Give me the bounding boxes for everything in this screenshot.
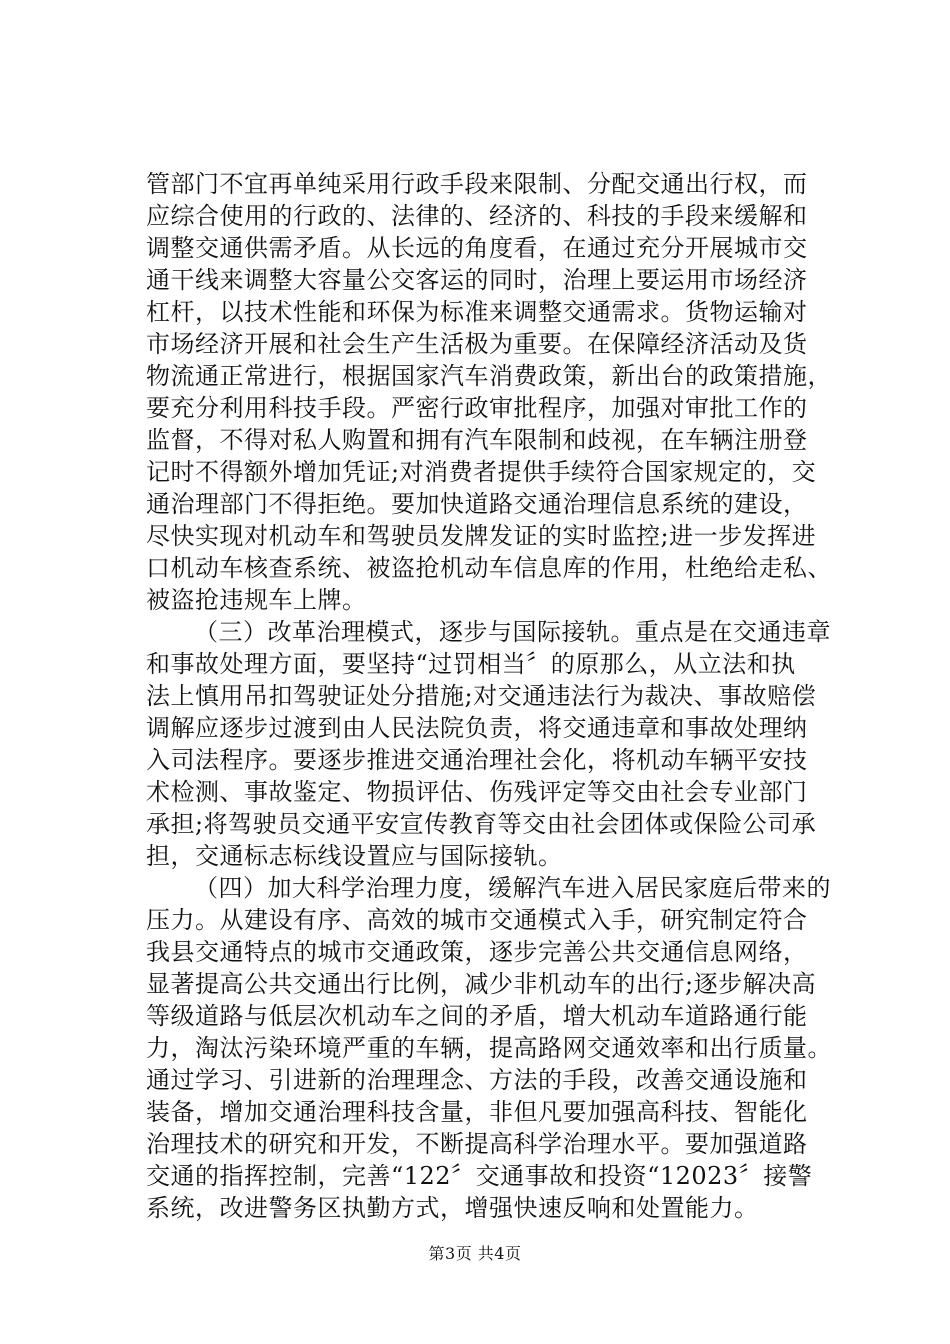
text-line: 监督，不得对私人购置和拥有汽车限制和歧视，在车辆注册登 xyxy=(146,426,808,454)
text-line: 显著提高公共交通出行比例，减少非机动车的出行;逐步解决高 xyxy=(146,970,817,998)
text-line: 交通的指挥控制，完善“122〞交通事故和投资“12023〞接警 xyxy=(146,1162,813,1190)
text-line: 压力。从建设有序、高效的城市交通模式入手，研究制定符合 xyxy=(146,906,808,934)
text-line: 物流通正常进行，根据国家汽车消费政策，新出台的政策措施， xyxy=(146,362,832,390)
paragraph-start-line: （四）加大科学治理力度，缓解汽车进入居民家庭后带来的 xyxy=(194,874,831,902)
text-line: 担，交通标志标线设置应与国际接轨。 xyxy=(146,842,563,870)
text-line: 调整交通供需矛盾。从长远的角度看，在通过充分开展城市交 xyxy=(146,234,808,262)
text-line: 通干线来调整大容量公交客运的同时，治理上要运用市场经济 xyxy=(146,266,808,294)
text-line: 等级道路与低层次机动车之间的矛盾，增大机动车道路通行能 xyxy=(146,1002,808,1030)
text-line: 系统，改进警务区执勤方式，增强快速反响和处置能力。 xyxy=(146,1194,759,1222)
text-line: 口机动车核查系统、被盗抢机动车信息库的作用，杜绝给走私、 xyxy=(146,554,832,582)
text-line: 法上慎用吊扣驾驶证处分措施;对交通违法行为裁决、事故赔偿 xyxy=(146,682,817,710)
text-line: 记时不得额外增加凭证;对消费者提供手续符合国家规定的，交 xyxy=(146,458,817,486)
text-line: 杠杆，以技术性能和环保为标准来调整交通需求。货物运输对 xyxy=(146,298,808,326)
page-number-footer: 第3页 共4页 xyxy=(428,1244,522,1263)
text-line: 我县交通特点的城市交通政策，逐步完善公共交通信息网络， xyxy=(146,938,808,966)
text-line: 术检测、事故鉴定、物损评估、伤残评定等交由社会专业部门 xyxy=(146,778,808,806)
text-line: 要充分利用科技手段。严密行政审批程序，加强对审批工作的 xyxy=(146,394,808,422)
text-line: 通治理部门不得拒绝。要加快道路交通治理信息系统的建设， xyxy=(146,490,808,518)
text-line: 应综合使用的行政的、法律的、经济的、科技的手段来缓解和 xyxy=(146,202,808,230)
text-line: 管部门不宜再单纯采用行政手段来限制、分配交通出行权，而 xyxy=(146,170,808,198)
text-line: 入司法程序。要逐步推进交通治理社会化，将机动车辆平安技 xyxy=(146,746,808,774)
text-line: 承担;将驾驶员交通平安宣传教育等交由社会团体或保险公司承 xyxy=(146,810,817,838)
text-line: 尽快实现对机动车和驾驶员发牌发证的实时监控;进一步发挥进 xyxy=(146,522,817,550)
text-line: 治理技术的研究和开发，不断提高科学治理水平。要加强道路 xyxy=(146,1130,808,1158)
text-line: 通过学习、引进新的治理理念、方法的手段，改善交通设施和 xyxy=(146,1066,808,1094)
body-text xyxy=(146,168,832,1224)
text-line: 装备，增加交通治理科技含量，非但凡要加强高科技、智能化 xyxy=(146,1098,808,1126)
text-line: 被盗抢违规车上牌。 xyxy=(146,586,367,614)
text-line: 力，淘汰污染环境严重的车辆，提高路网交通效率和出行质量。 xyxy=(146,1034,832,1062)
paragraph-start-line: （三）改革治理模式，逐步与国际接轨。重点是在交通违章 xyxy=(194,618,831,646)
text-line: 调解应逐步过渡到由人民法院负责，将交通违章和事故处理纳 xyxy=(146,714,808,742)
text-line: 市场经济开展和社会生产生活极为重要。在保障经济活动及货 xyxy=(146,330,808,358)
text-line: 和事故处理方面，要坚持“过罚相当〞的原那么，从立法和执 xyxy=(146,650,796,678)
